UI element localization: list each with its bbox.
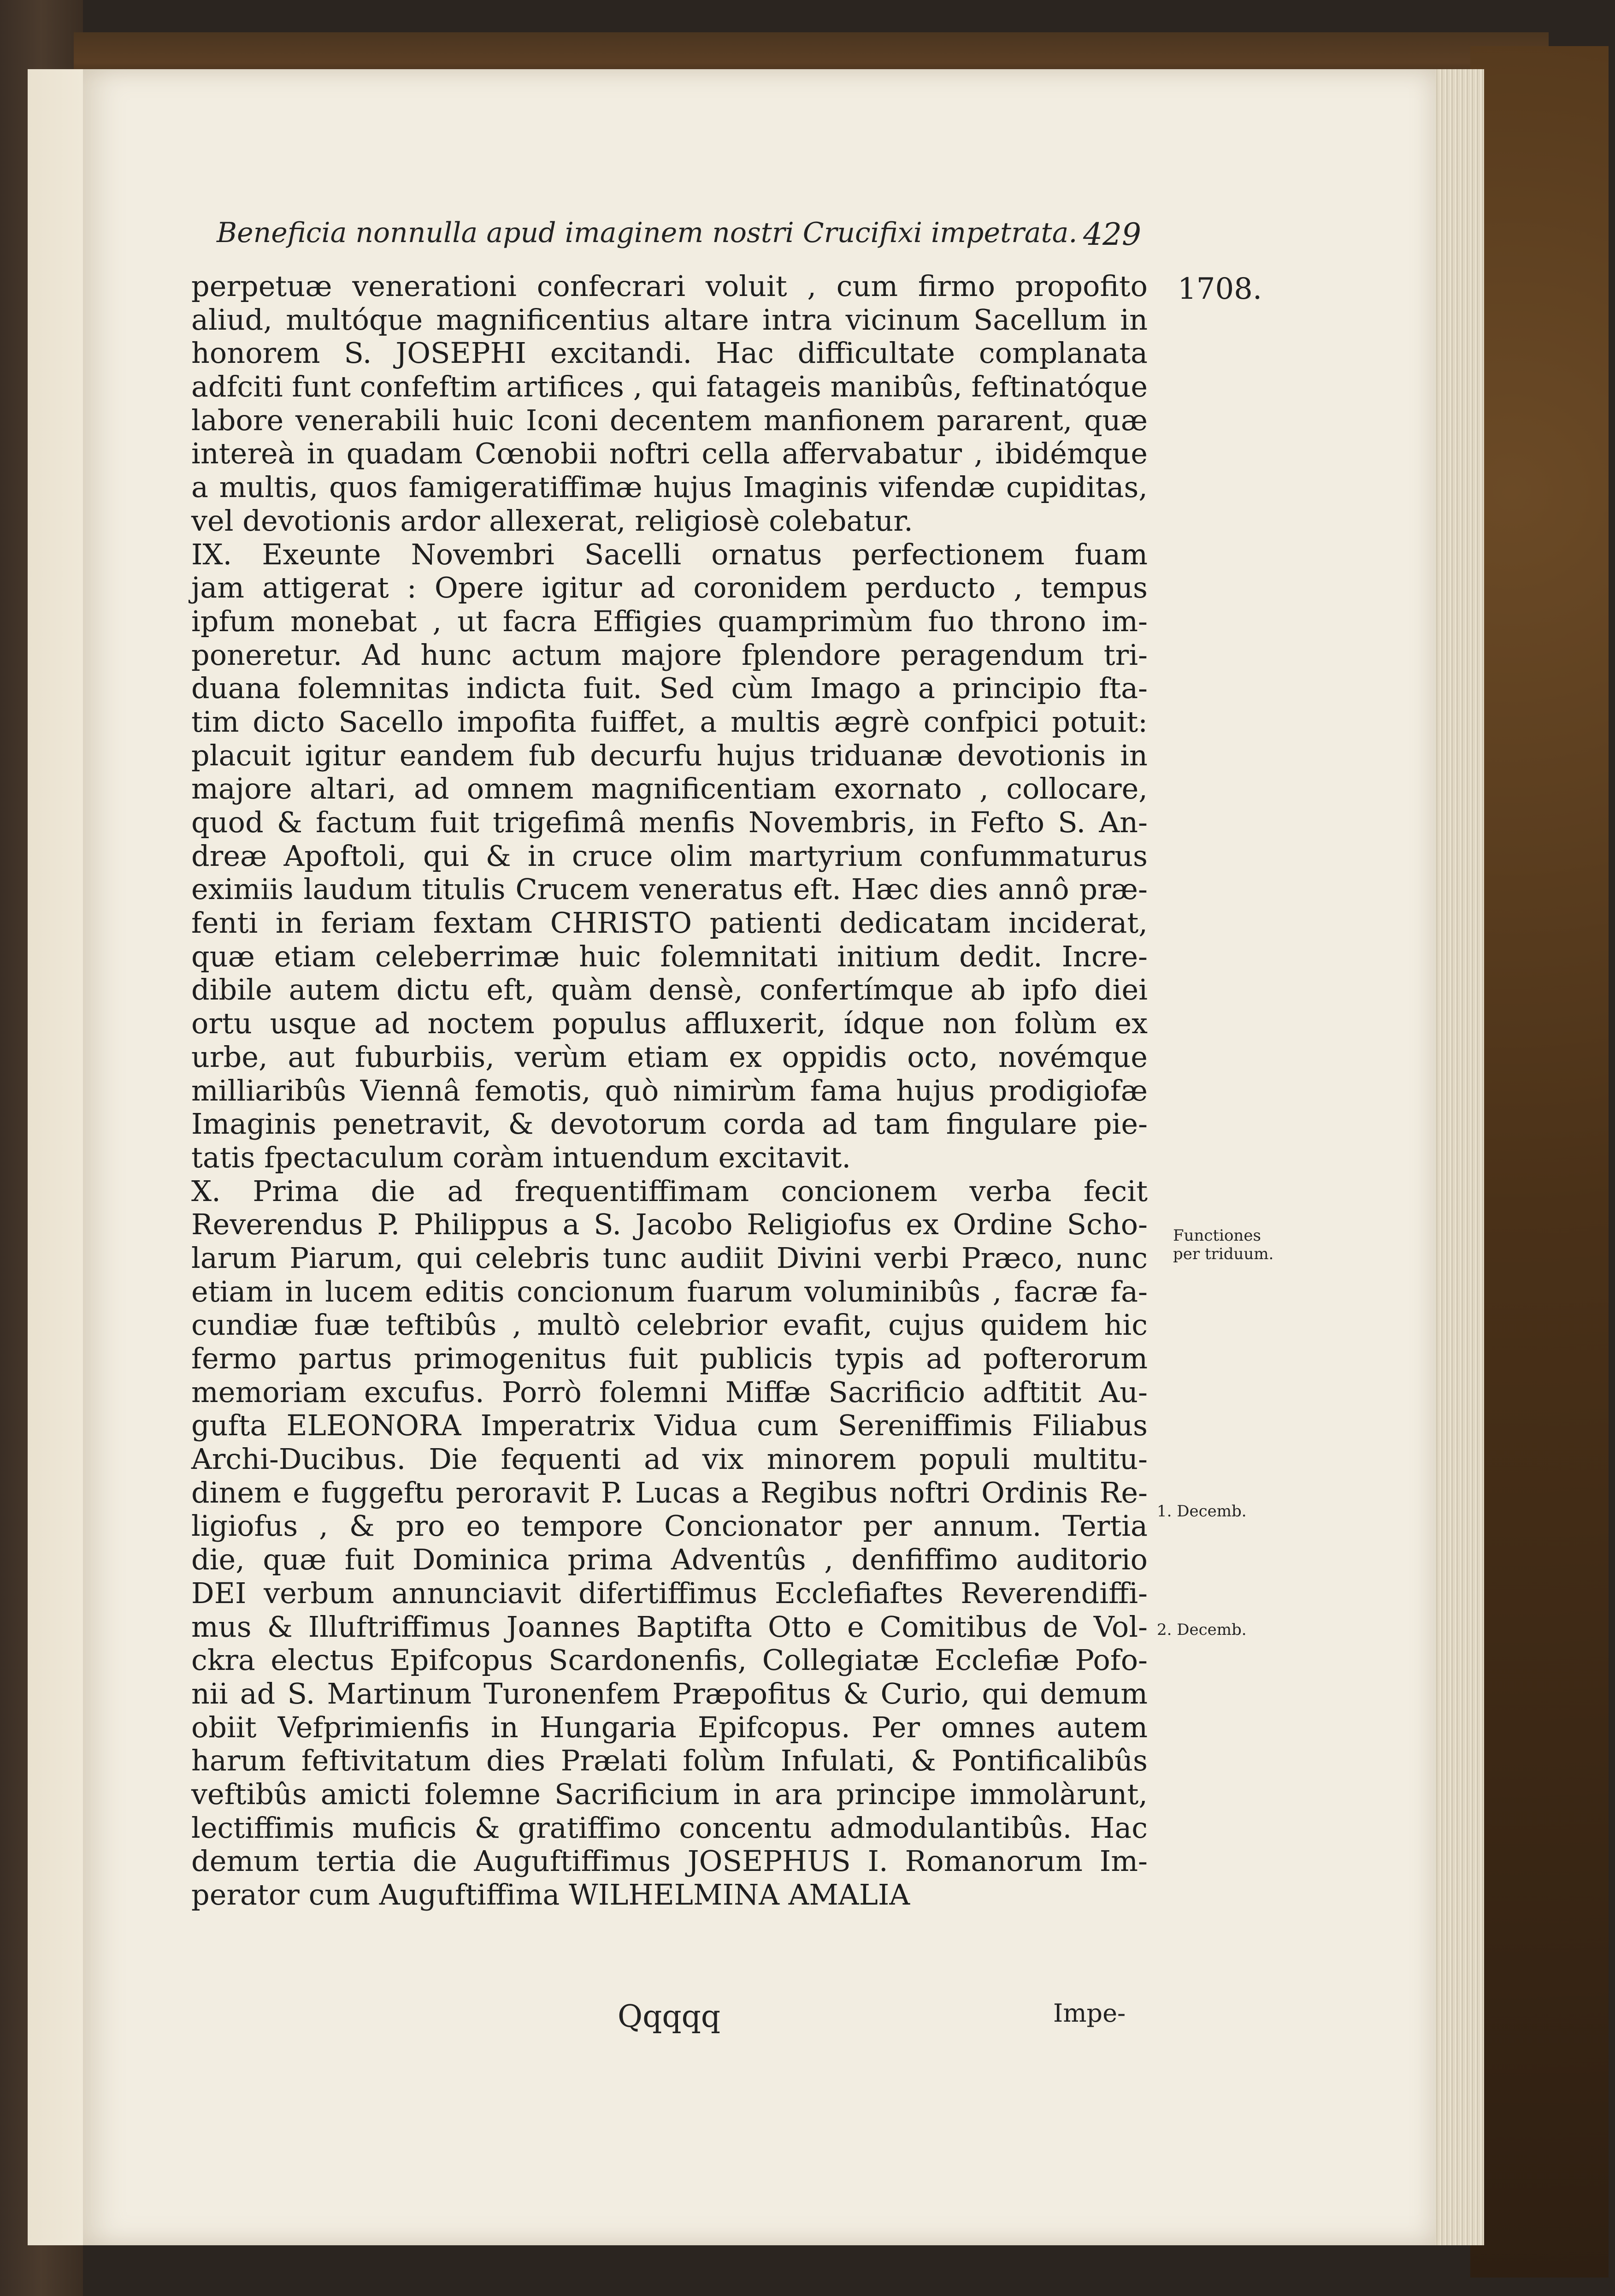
text-line: ipfum monebat , ut facra Effigies quamprimùm fuo throno im- — [191, 604, 1148, 638]
text-line: intereà in quadam Cœnobii noftri cella affervabatur , ibidémque — [191, 437, 1148, 471]
text-line: duana folemnitas indicta fuit. Sed cùm Imago a principio fta- — [191, 671, 1148, 705]
text-line: IX. Exeunte Novembri Sacelli ornatus perfectionem fuam — [191, 537, 1148, 571]
text-line: labore venerabili huic Iconi decentem manfionem pararent, quæ — [191, 403, 1148, 437]
text-line: ckra electus Epifcopus Scardonenfis, Collegiatæ Ecclefiæ Pofo- — [191, 1643, 1148, 1677]
text-line: dibile autem dictu eft, quàm densè, confertímque ab ipfo diei — [191, 973, 1148, 1007]
text-line: Imaginis penetravit, & devotorum corda ad tam fingulare pie- — [191, 1107, 1148, 1141]
text-line: obiit Vefprimienfis in Hungaria Epifcopus. Per omnes autem — [191, 1710, 1148, 1744]
text-line: milliaribûs Viennâ femotis, quò nimirùm fama hujus prodigiofæ — [191, 1073, 1148, 1107]
text-line: aliud, multóque magnificentius altare intra vicinum Sacellum in — [191, 302, 1148, 337]
text-line: nii ad S. Martinum Turonenfem Præpofitus & Curio, qui demum — [191, 1676, 1148, 1710]
margin-note-2-decemb — [1157, 1621, 1247, 1639]
text-line: perpetuæ venerationi confecrari voluit , cum firmo propofito — [191, 269, 1148, 303]
text-line: a multis, quos famigeratiffimæ hujus Imaginis vifendæ cupiditas, — [191, 470, 1148, 504]
facing-page-edge — [28, 69, 83, 2245]
text-line: DEI verbum annunciavit difertiffimus Ecclefiaftes Reverendiffi- — [191, 1576, 1148, 1610]
text-line: die, quæ fuit Dominica prima Adventûs , denfiffimo auditorio — [191, 1543, 1148, 1577]
text-line: dreæ Apoftoli, qui & in cruce olim martyrium confummaturus — [191, 839, 1148, 873]
text-line: Reverendus P. Philippus a S. Jacobo Religiofus ex Ordine Scho- — [191, 1207, 1148, 1242]
year-margin-note: 1708. — [1178, 272, 1262, 306]
text-line: ortu usque ad noctem populus affluxerit, ídque non folùm ex — [191, 1006, 1148, 1041]
text-line: vel devotionis ardor allexerat, religiosè colebatur. — [191, 503, 913, 538]
catchword: Impe- — [1053, 1999, 1126, 2028]
text-line: adfciti funt confeftim artifices , qui fatageis manibûs, feftinatóque — [191, 370, 1148, 404]
text-line: dinem e fuggeftu peroravit P. Lucas a Regibus noftri Ordinis Re- — [191, 1475, 1148, 1509]
text-line: gufta ELEONORA Imperatrix Vidua cum Sereniffimis Filiabus — [191, 1408, 1148, 1443]
margin-note-line: 1. Decemb. — [1157, 1502, 1247, 1521]
text-line: ligiofus , & pro eo tempore Concionator per annum. Tertia — [191, 1509, 1148, 1543]
margin-note-line: per triduum. — [1173, 1245, 1274, 1263]
text-line: fenti in feriam fextam CHRISTO patienti dedicatam inciderat, — [191, 906, 1148, 940]
page-number: 429 — [1083, 217, 1141, 252]
text-line: harum feftivitatum dies Prælati folùm Infulati, & Pontificalibûs — [191, 1744, 1148, 1778]
text-line: cundiæ fuæ teftibûs , multò celebrior evafit, cujus quidem hic — [191, 1308, 1148, 1342]
text-line: jam attigerat : Opere igitur ad coronidem perducto , tempus — [191, 571, 1148, 605]
body-text — [191, 270, 1148, 1912]
text-line: demum tertia die Auguftiffimus JOSEPHUS I. Romanorum Im- — [191, 1844, 1148, 1878]
page-block-edges — [1433, 69, 1484, 2245]
text-line: eximiis laudum titulis Crucem veneratus eft. Hæc dies annô præ- — [191, 872, 1148, 906]
text-line: tatis fpectaculum coràm intuendum excitavit. — [191, 1140, 851, 1174]
margin-note-line: 2. Decemb. — [1157, 1621, 1247, 1639]
signature-mark: Qqqqq — [618, 1999, 721, 2034]
text-line: fermo partus primogenitus fuit publicis typis ad pofterorum — [191, 1342, 1148, 1375]
text-line: quæ etiam celeberrimæ huic folemnitati initium dedit. Incre- — [191, 939, 1148, 973]
text-line: honorem S. JOSEPHI excitandi. Hac difficultate complanata — [191, 336, 1148, 370]
text-line: lectiffimis muficis & gratiffimo concentu admodulantibûs. Hac — [191, 1811, 1148, 1845]
text-line: urbe, aut fuburbiis, verùm etiam ex oppidis octo, novémque — [191, 1040, 1148, 1074]
text-line: majore altari, ad omnem magnificentiam exornato , collocare, — [191, 772, 1148, 806]
text-line: larum Piarum, qui celebris tunc audiit Divini verbi Præco, nunc — [191, 1241, 1148, 1275]
text-line: tim dicto Sacello impofita fuiffet, a multis ægrè confpici potuit: — [191, 704, 1148, 739]
text-line: veftibûs amicti folemne Sacrificium in ara principe immolàrunt, — [191, 1777, 1148, 1811]
text-line: placuit igitur eandem fub decurfu hujus triduanæ devotionis in — [191, 738, 1148, 772]
text-line: mus & Illuftriffimus Joannes Baptifta Otto e Comitibus de Vol- — [191, 1610, 1148, 1644]
text-line: poneretur. Ad hunc actum majore fplendore peragendum tri- — [191, 638, 1148, 672]
margin-note-1-decemb — [1157, 1502, 1247, 1521]
text-line: perator cum Auguftiffima WILHELMINA AMALIA — [191, 1878, 910, 1911]
text-line: quod & factum fuit trigefimâ menfis Novembris, in Fefto S. An- — [191, 805, 1148, 839]
running-head: Beneficia nonnulla apud imaginem nostri Crucifixi impetrata. — [217, 217, 1078, 249]
margin-note-functiones — [1173, 1226, 1273, 1263]
text-line: etiam in lucem editis concionum fuarum voluminibûs , facræ fa- — [191, 1274, 1148, 1308]
text-line: X. Prima die ad frequentiffimam concionem verba fecit — [191, 1174, 1148, 1208]
right-cover-board — [1470, 46, 1609, 2278]
text-line: memoriam excufus. Porrò folemni Miffæ Sacrificio adftitit Au- — [191, 1375, 1148, 1409]
margin-note-line: Functiones — [1173, 1226, 1261, 1245]
text-line: Archi-Ducibus. Die fequenti ad vix minorem populi multitu- — [191, 1442, 1148, 1476]
